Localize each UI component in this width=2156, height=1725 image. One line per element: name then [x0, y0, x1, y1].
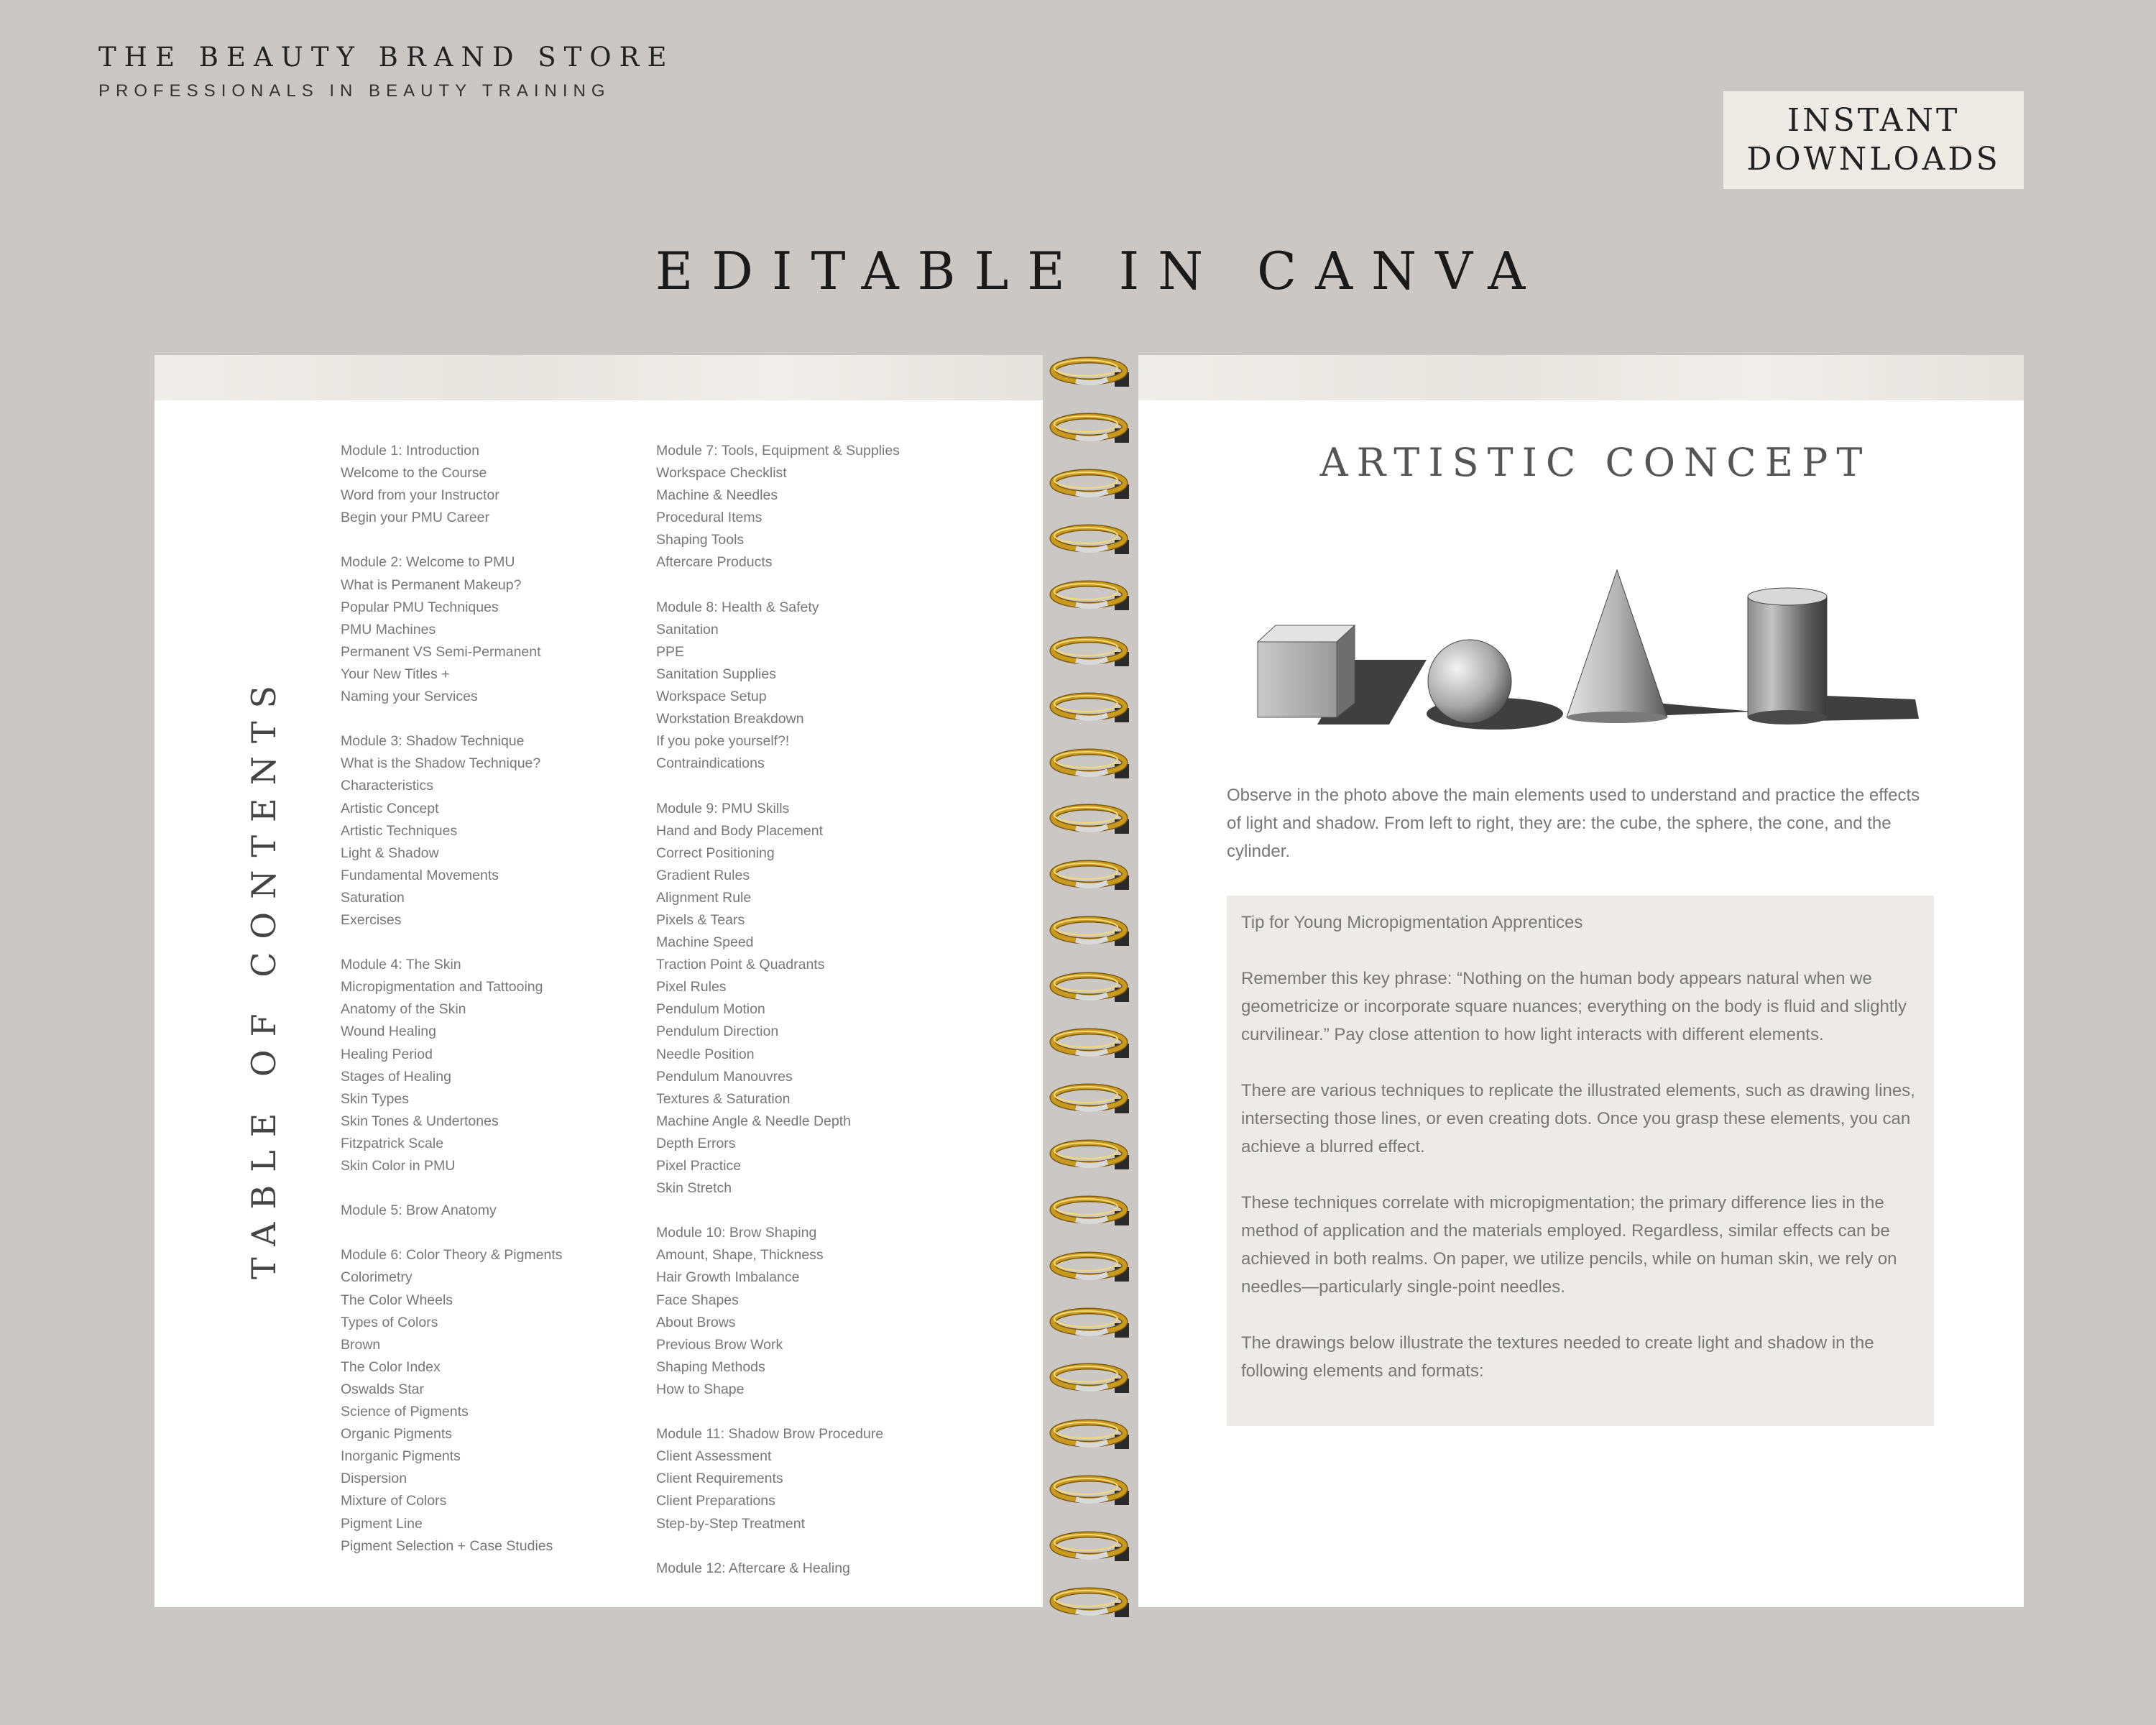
toc-item: Begin your PMU Career [341, 510, 489, 526]
toc-item: Characteristics [341, 778, 433, 794]
toc-spacer [656, 1401, 900, 1423]
toc-item: Word from your Instructor [341, 487, 499, 504]
left-page [155, 355, 1043, 1607]
spiral-ring [1049, 579, 1133, 613]
badge-line-2: DOWNLOADS [1746, 141, 2001, 178]
toc-item: Types of Colors [341, 1314, 438, 1330]
toc-item: Client Preparations [656, 1493, 775, 1509]
spiral-ring [1049, 1306, 1133, 1340]
spiral-ring [1049, 1138, 1133, 1172]
toc-spacer [341, 529, 563, 551]
spiral-ring [1049, 1194, 1133, 1228]
toc-item: Hair Growth Imbalance [656, 1269, 800, 1286]
toc-item: Pixel Practice [656, 1158, 742, 1174]
toc-item: Machine Speed [656, 934, 754, 951]
toc-item: Contraindications [656, 755, 765, 772]
toc-spacer [656, 775, 900, 797]
spiral-ring [1049, 802, 1133, 837]
toc-module-heading: Module 8: Health & Safety [656, 599, 819, 615]
toc-module-heading: Module 9: PMU Skills [656, 800, 790, 816]
spiral-ring [1049, 1473, 1133, 1508]
toc-item: Popular PMU Techniques [341, 599, 499, 615]
geometric-shapes-illustration [1250, 559, 1926, 739]
toc-module-heading: Module 7: Tools, Equipment & Supplies [656, 443, 900, 459]
spiral-ring [1049, 1250, 1133, 1284]
toc-module-heading: Module 3: Shadow Technique [341, 733, 525, 750]
toc-spacer [656, 574, 900, 597]
toc-item: Permanent VS Semi-Permanent [341, 643, 541, 660]
toc-item: Colorimetry [341, 1269, 413, 1286]
toc-item: Oswalds Star [341, 1381, 424, 1397]
spiral-binding [1043, 355, 1138, 1607]
toc-item: How to Shape [656, 1381, 745, 1397]
tip-paragraph-1: Remember this key phrase: “Nothing on the human body appears natural when we geometricize or incorporate square nuances; everything on the body is fluid and slightly curvilinear.” Pay close attention to how light interacts with different elements. [1241, 969, 1907, 1044]
toc-item: Pendulum Manouvres [656, 1068, 793, 1085]
toc-item: Dispersion [341, 1471, 407, 1487]
toc-item: Shaping Methods [656, 1358, 765, 1375]
toc-item: Healing Period [341, 1046, 433, 1062]
tip-paragraph-4: The drawings below illustrate the textures needed to create light and shadow in the following elements and formats: [1241, 1333, 1874, 1381]
toc-item: What is Permanent Makeup? [341, 576, 522, 593]
spiral-ring [1049, 858, 1133, 893]
toc-item: Your New Titles + [341, 666, 450, 682]
toc-item: Welcome to the Course [341, 465, 487, 482]
toc-item: Workspace Checklist [656, 465, 787, 482]
intro-paragraph: Observe in the photo above the main elements used to understand and practice the effects of light and shadow. From left to right, they are: the cube, the sphere, the cone, and the cylinder. [1227, 786, 1920, 861]
toc-item: Mixture of Colors [341, 1493, 447, 1509]
toc-item: Traction Point & Quadrants [656, 957, 825, 973]
toc-module-heading: Module 12: Aftercare & Healing [656, 1560, 850, 1576]
toc-item: Face Shapes [656, 1292, 739, 1308]
toc-item: Workstation Breakdown [656, 711, 804, 727]
toc-item: Naming your Services [341, 689, 478, 705]
toc-item: The Color Index [341, 1358, 441, 1375]
toc-item: Previous Brow Work [656, 1336, 783, 1353]
toc-item: Machine & Needles [656, 487, 778, 504]
artistic-concept-title: ARTISTIC CONCEPT [1319, 440, 1871, 485]
tip-box [1227, 896, 1934, 1426]
toc-item: Artistic Concept [341, 800, 439, 816]
toc-item: Science of Pigments [341, 1404, 469, 1420]
sphere-shape [1427, 640, 1563, 730]
toc-spacer [656, 1535, 900, 1558]
toc-item: Machine Angle & Needle Depth [656, 1113, 852, 1129]
brand-subtitle: PROFESSIONALS IN BEAUTY TRAINING [98, 81, 611, 101]
spiral-ring [1049, 1586, 1133, 1620]
toc-item: Stages of Healing [341, 1068, 451, 1085]
toc-module-heading: Module 11: Shadow Brow Procedure [656, 1426, 884, 1443]
toc-item: Pendulum Direction [656, 1024, 779, 1040]
spiral-ring [1049, 1417, 1133, 1452]
toc-item: Needle Position [656, 1046, 755, 1062]
spiral-ring [1049, 1026, 1133, 1061]
toc-column-2 [656, 440, 900, 1580]
toc-vertical-title: TABLE OF CONTENTS [244, 672, 283, 1279]
spiral-ring [1049, 635, 1133, 669]
toc-item: Depth Errors [656, 1135, 736, 1151]
toc-item: Pixel Rules [656, 979, 727, 995]
toc-item: Gradient Rules [656, 867, 750, 883]
toc-spacer [341, 708, 563, 730]
toc-item: What is the Shadow Technique? [341, 755, 541, 772]
toc-spacer [341, 1177, 563, 1200]
spiral-ring [1049, 467, 1133, 502]
spiral-ring [1049, 1530, 1133, 1564]
toc-item: Alignment Rule [656, 889, 752, 906]
toc-item: About Brows [656, 1314, 736, 1330]
toc-module-heading: Module 4: The Skin [341, 957, 461, 973]
toc-item: PMU Machines [341, 621, 436, 638]
left-page-band [155, 355, 1043, 400]
toc-item: Pixels & Tears [656, 911, 745, 928]
toc-module-heading: Module 2: Welcome to PMU [341, 554, 515, 571]
spiral-ring [1049, 411, 1133, 446]
toc-item: Hand and Body Placement [656, 822, 823, 839]
toc-item: Micropigmentation and Tattooing [341, 979, 543, 995]
cube-shape [1258, 625, 1427, 724]
toc-item: Inorganic Pigments [341, 1448, 461, 1465]
badge-line-1: INSTANT [1787, 102, 1961, 139]
toc-item: Fitzpatrick Scale [341, 1135, 444, 1151]
toc-item: Skin Stretch [656, 1180, 732, 1197]
toc-item: Artistic Techniques [341, 822, 458, 839]
spiral-ring [1049, 1361, 1133, 1396]
toc-column-1 [341, 440, 563, 1558]
toc-item: Client Requirements [656, 1471, 783, 1487]
spiral-ring [1049, 970, 1133, 1005]
toc-item: If you poke yourself?! [656, 733, 790, 750]
toc-item: Client Assessment [656, 1448, 772, 1465]
toc-item: Amount, Shape, Thickness [656, 1247, 824, 1264]
toc-item: Skin Color in PMU [341, 1158, 456, 1174]
toc-item: Pigment Selection + Case Studies [341, 1537, 553, 1554]
toc-spacer [341, 932, 563, 954]
toc-item: Skin Tones & Undertones [341, 1113, 499, 1129]
toc-item: Shaping Tools [656, 532, 745, 548]
toc-module-heading: Module 1: Introduction [341, 443, 479, 459]
toc-item: Correct Positioning [656, 845, 775, 861]
toc-item: Sanitation [656, 621, 719, 638]
spiral-ring [1049, 747, 1133, 781]
spiral-ring [1049, 523, 1133, 557]
toc-item: Light & Shadow [341, 845, 439, 861]
spiral-ring [1049, 1082, 1133, 1116]
cone-shape [1567, 570, 1754, 723]
toc-item: Exercises [341, 911, 402, 928]
tip-paragraph-2: There are various techniques to replicate the illustrated elements, such as drawing lines, intersecting those lines, or even creating dots. Once you grasp these elements, you can achieve a blurred effect. [1241, 1081, 1915, 1156]
right-page-band [1138, 355, 2024, 400]
toc-item: Pigment Line [341, 1515, 423, 1532]
toc-item: PPE [656, 643, 685, 660]
toc-item: Workspace Setup [656, 689, 767, 705]
headline: EDITABLE IN CANVA [655, 241, 1544, 301]
toc-item: Step-by-Step Treatment [656, 1515, 806, 1532]
toc-item: The Color Wheels [341, 1292, 453, 1308]
tip-paragraph-3: These techniques correlate with micropigmentation; the primary difference lies in the method of application and the materials employed. Regardless, similar effects can be achieved in both realms. On paper, we utilize pencils, while on human skin, we rely on needles—particularly single-point needles. [1241, 1193, 1897, 1297]
toc-item: Skin Types [341, 1090, 410, 1107]
tip-heading: Tip for Young Micropigmentation Apprentices [1241, 913, 1583, 932]
toc-item: Aftercare Products [656, 554, 773, 571]
toc-item: Sanitation Supplies [656, 666, 776, 682]
toc-module-heading: Module 10: Brow Shaping [656, 1225, 817, 1241]
toc-spacer [341, 1222, 563, 1244]
spiral-ring [1049, 914, 1133, 949]
toc-module-heading: Module 6: Color Theory & Pigments [341, 1247, 563, 1264]
toc-item: Fundamental Movements [341, 867, 499, 883]
cylinder-shape [1748, 588, 1919, 724]
spiral-ring [1049, 355, 1133, 390]
toc-module-heading: Module 5: Brow Anatomy [341, 1202, 497, 1219]
toc-item: Brown [341, 1336, 381, 1353]
toc-item: Saturation [341, 889, 405, 906]
toc-item: Organic Pigments [341, 1426, 452, 1443]
toc-item: Anatomy of the Skin [341, 1001, 466, 1018]
toc-item: Pendulum Motion [656, 1001, 765, 1018]
instant-downloads-badge [1723, 91, 2024, 189]
brand-title: THE BEAUTY BRAND STORE [98, 42, 675, 73]
toc-item: Textures & Saturation [656, 1090, 791, 1107]
toc-spacer [656, 1200, 900, 1222]
spiral-ring [1049, 691, 1133, 725]
toc-item: Procedural Items [656, 510, 763, 526]
toc-item: Wound Healing [341, 1024, 436, 1040]
